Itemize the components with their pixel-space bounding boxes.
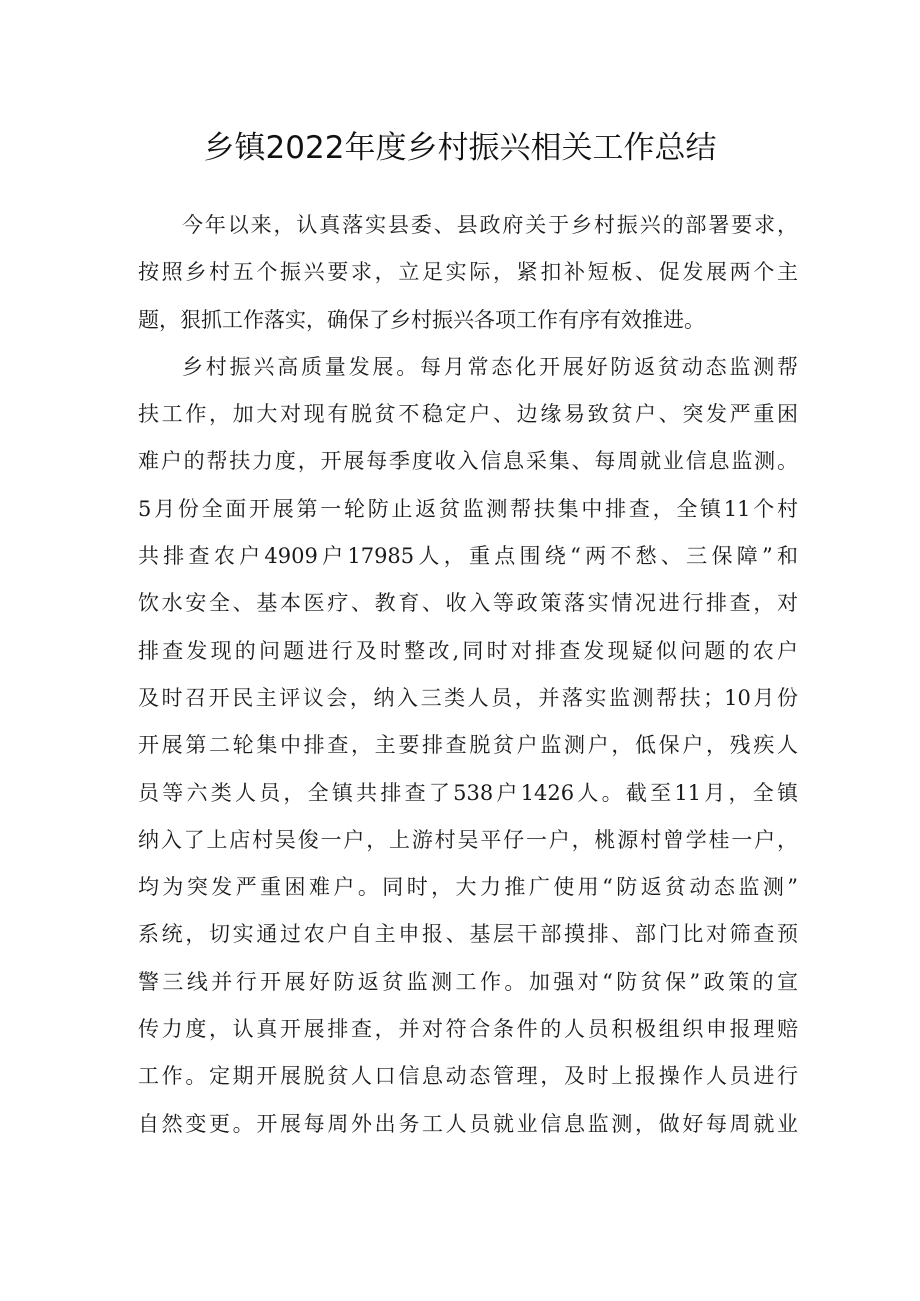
paragraph-1-line-3: 题，狠抓工作落实，确保了乡村振兴各项工作有序有效推进。 <box>138 307 705 332</box>
paragraph-2-line-14: 警三线并行开展好防返贫监测工作。加强对“防贫保”政策的宣 <box>138 969 798 994</box>
paragraph-2-line-11: 纳入了上店村吴俊一户，上游村吴平仔一户，桃源村曾学桂一户， <box>138 827 798 852</box>
paragraph-1-line-1: 今年以来，认真落实县委、县政府关于乡村振兴的部署要求， <box>182 213 798 237</box>
paragraph-2-line-6: 饮水安全、基本医疗、教育、收入等政策落实情况进行排查，对 <box>138 591 798 616</box>
paragraph-2-line-8: 及时召开民主评议会，纳入三类人员，并落实监测帮扶；10月份 <box>138 685 798 710</box>
paragraph-2-line-17: 自然变更。开展每周外出务工人员就业信息监测，做好每周就业 <box>138 1111 798 1136</box>
paragraph-2-line-12: 均为突发严重困难户。同时，大力推广使用“防返贫动态监测” <box>138 875 798 900</box>
paragraph-2-line-5: 共排查农户4909户17985人，重点围绕“两不愁、三保障”和 <box>138 544 798 569</box>
paragraph-2-line-3: 难户的帮扶力度，开展每季度收入信息采集、每周就业信息监测。 <box>138 449 798 474</box>
paragraph-2-line-13: 系统，切实通过农户自主申报、基层干部摸排、部门比对筛查预 <box>138 922 798 947</box>
paragraph-2-line-1: 乡村振兴高质量发展。每月常态化开展好防返贫动态监测帮 <box>182 354 798 379</box>
paragraph-2-line-15: 传力度，认真开展排查，并对符合条件的人员积极组织申报理赔 <box>138 1017 798 1042</box>
paragraph-2-line-4: 5月份全面开展第一轮防止返贫监测帮扶集中排查，全镇11个村 <box>138 496 798 521</box>
paragraph-2-line-2: 扶工作，加大对现有脱贫不稳定户、边缘易致贫户、突发严重困 <box>138 402 798 427</box>
document-title: 乡镇2022年度乡村振兴相关工作总结 <box>203 130 717 166</box>
paragraph-1-line-2: 按照乡村五个振兴要求，立足实际，紧扣补短板、促发展两个主 <box>138 260 798 285</box>
paragraph-2-line-10: 员等六类人员，全镇共排查了538户1426人。截至11月，全镇 <box>138 780 798 805</box>
paragraph-2-line-7: 排查发现的问题进行及时整改,同时对排查发现疑似问题的农户 <box>138 638 798 663</box>
document-body <box>138 202 798 1148</box>
paragraph-2-line-9: 开展第二轮集中排查，主要排查脱贫户监测户，低保户，残疾人 <box>138 733 798 758</box>
paragraph-2-line-16: 工作。定期开展脱贫人口信息动态管理，及时上报操作人员进行 <box>138 1064 798 1089</box>
